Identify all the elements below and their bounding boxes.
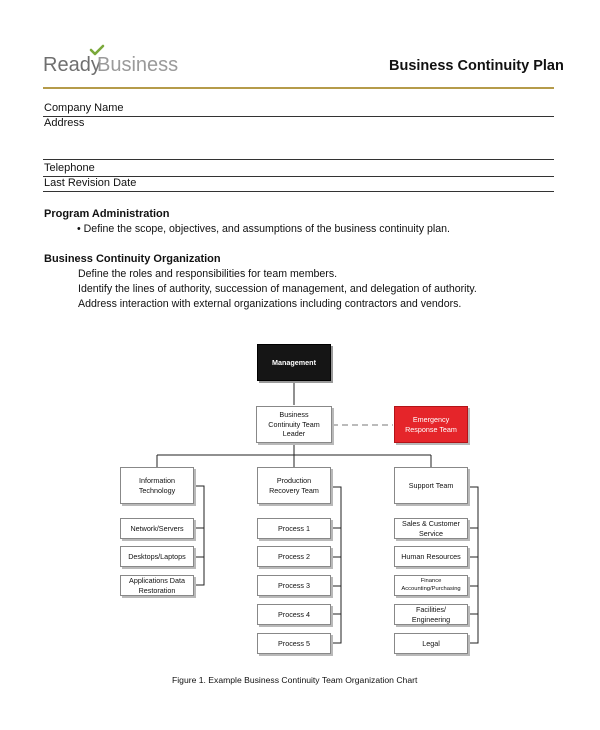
organization-line-2: Identify the lines of authority, succession of management, and delegation of authority. (78, 283, 477, 295)
organization-line-1: Define the roles and responsibilities for team members. (78, 268, 338, 280)
emergency-response-box: Emergency Response Team (394, 406, 468, 443)
support-item-facilities: Facilities/ Engineering (394, 604, 468, 625)
process-2-box: Process 2 (257, 546, 331, 567)
team-leader-box: Business Continuity Team Leader (256, 406, 332, 443)
it-item-network-servers: Network/Servers (120, 518, 194, 539)
it-team-box: Information Technology (120, 467, 194, 504)
production-team-box: Production Recovery Team (257, 467, 331, 504)
process-3-box: Process 3 (257, 575, 331, 596)
support-item-legal: Legal (394, 633, 468, 654)
field-address: Address (44, 117, 85, 129)
field-last-revision-date: Last Revision Date (44, 177, 137, 189)
organization-heading: Business Continuity Organization (44, 253, 221, 265)
it-item-data-restoration: Applications Data Restoration (120, 575, 194, 596)
field-company-name: Company Name (44, 102, 124, 114)
support-item-finance: Finance Accounting/Purchasing (394, 575, 468, 596)
field-telephone: Telephone (44, 162, 95, 174)
logo-word-business: Business (97, 54, 179, 76)
it-item-desktops-laptops: Desktops/Laptops (120, 546, 194, 567)
support-item-hr: Human Resources (394, 546, 468, 567)
logo-word-ready: Ready (43, 54, 101, 76)
program-administration-heading: Program Administration (44, 208, 170, 220)
organization-line-3: Address interaction with external organizations including contractors and vendors. (78, 298, 462, 310)
process-1-box: Process 1 (257, 518, 331, 539)
document-title: Business Continuity Plan (389, 58, 564, 74)
management-box: Management (257, 344, 331, 381)
figure-caption: Figure 1. Example Business Continuity Team Organization Chart (172, 675, 418, 685)
support-item-sales: Sales & Customer Service (394, 518, 468, 539)
process-4-box: Process 4 (257, 604, 331, 625)
support-team-box: Support Team (394, 467, 468, 504)
process-5-box: Process 5 (257, 633, 331, 654)
program-bullet: • Define the scope, objectives, and assumptions of the business continuity plan. (77, 223, 450, 235)
